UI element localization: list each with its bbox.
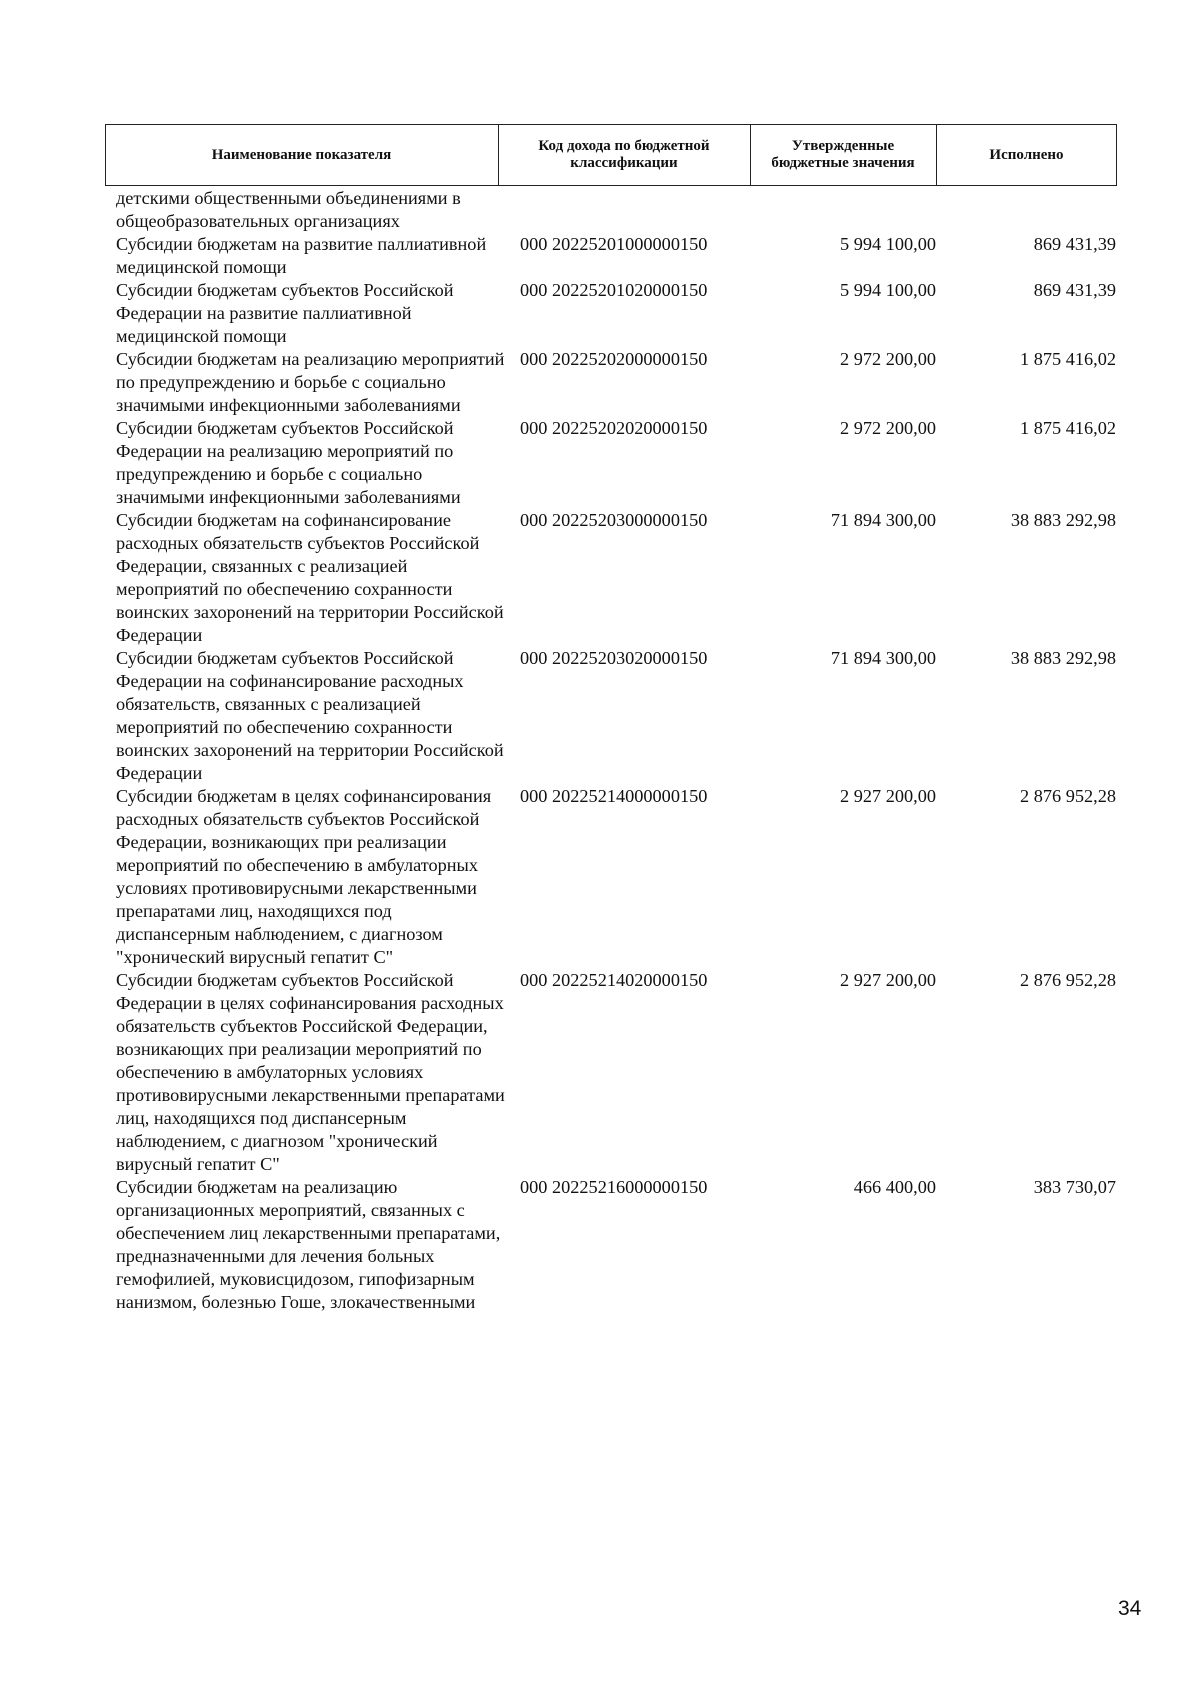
row-code: 000 20225216000000150	[520, 1177, 708, 1197]
row-code: 000 20225214020000150	[520, 970, 708, 990]
row-approved: 2 972 200,00	[840, 418, 936, 438]
table-row	[116, 1176, 1116, 1314]
row-name: Субсидии бюджетам на реализацию организационных мероприятий, связанных с обеспечением лиц лекарственными препаратами, предназначенными для лечения больных гемофилией, муковисцидозом, гипофизарным нанизмом, болезнью Гоше, злокачественными	[116, 1177, 501, 1312]
row-code: 000 20225202020000150	[520, 418, 708, 438]
row-code: 000 20225203020000150	[520, 648, 708, 668]
row-approved: 71 894 300,00	[830, 510, 936, 530]
table-row	[116, 348, 1116, 417]
row-executed: 1 875 416,02	[1020, 418, 1116, 438]
table-row	[116, 187, 1116, 233]
row-approved: 71 894 300,00	[830, 648, 936, 668]
row-code: 000 20225214000000150	[520, 786, 708, 806]
table-row	[116, 785, 1116, 969]
table-row	[116, 509, 1116, 647]
row-name: Субсидии бюджетам на софинансирование расходных обязательств субъектов Российской Федерации, связанных с реализацией мероприятий по обеспечению сохранности воинских захоронений на территории Российской Федерации	[116, 510, 504, 645]
table-row	[116, 417, 1116, 509]
row-name: Субсидии бюджетам на развитие паллиативной медицинской помощи	[116, 234, 487, 277]
row-approved: 5 994 100,00	[840, 280, 936, 300]
row-name: Субсидии бюджетам субъектов Российской Федерации в целях софинансирования расходных обязательств субъектов Российской Федерации, возникающих при реализации мероприятий по обеспечению в амбулаторных условиях противовирусными лекарственными препаратами лиц, находящихся под диспансерным наблюдением, с диагнозом "хронический вирусный гепатит С"	[116, 970, 505, 1174]
row-executed: 38 883 292,98	[1010, 510, 1116, 530]
row-executed: 2 876 952,28	[1020, 786, 1116, 806]
row-name: Субсидии бюджетам субъектов Российской Федерации на реализацию мероприятий по предупреждению и борьбе с социально значимыми инфекционными заболеваниями	[116, 418, 461, 507]
row-executed: 2 876 952,28	[1020, 970, 1116, 990]
row-executed: 383 730,07	[1033, 1177, 1116, 1197]
row-executed: 869 431,39	[1033, 234, 1116, 254]
row-name: Субсидии бюджетам в целях софинансирования расходных обязательств субъектов Российской Федерации, возникающих при реализации мероприятий по обеспечению в амбулаторных условиях противовирусными лекарственными препаратами лиц, находящихся под диспансерным наблюдением, с диагнозом "хронический вирусный гепатит С"	[116, 786, 492, 967]
row-name: Субсидии бюджетам на реализацию мероприятий по предупреждению и борьбе с социально значимыми инфекционными заболеваниями	[116, 349, 505, 415]
header-executed: Исполнено	[989, 146, 1064, 163]
table-body	[116, 187, 1116, 1314]
table-row	[116, 969, 1116, 1176]
header-name: Наименование показателя	[211, 146, 392, 163]
row-approved: 2 927 200,00	[840, 970, 936, 990]
header-code: Код дохода по бюджетной классификации	[538, 138, 710, 171]
row-code: 000 20225202000000150	[520, 349, 708, 369]
row-approved: 2 972 200,00	[840, 349, 936, 369]
row-code: 000 20225201020000150	[520, 280, 708, 300]
row-name: Субсидии бюджетам субъектов Российской Федерации на развитие паллиативной медицинской помощи	[116, 280, 454, 346]
table-row	[116, 647, 1116, 785]
table-row	[116, 233, 1116, 279]
row-name: Субсидии бюджетам субъектов Российской Федерации на софинансирование расходных обязательств, связанных с реализацией мероприятий по обеспечению сохранности воинских захоронений на территории Российской Федерации	[116, 648, 504, 783]
row-approved: 466 400,00	[853, 1177, 936, 1197]
row-executed: 1 875 416,02	[1020, 349, 1116, 369]
header-approved: Утвержденные бюджетные значения	[771, 138, 915, 171]
row-approved: 2 927 200,00	[840, 786, 936, 806]
row-executed: 869 431,39	[1033, 280, 1116, 300]
row-approved: 5 994 100,00	[840, 234, 936, 254]
row-executed: 38 883 292,98	[1010, 648, 1116, 668]
page-number: 34	[1118, 1597, 1142, 1620]
table-row	[116, 279, 1116, 348]
row-name: детскими общественными объединениями в общеобразовательных организациях	[116, 188, 461, 231]
row-code: 000 20225203000000150	[520, 510, 708, 530]
row-code: 000 20225201000000150	[520, 234, 708, 254]
